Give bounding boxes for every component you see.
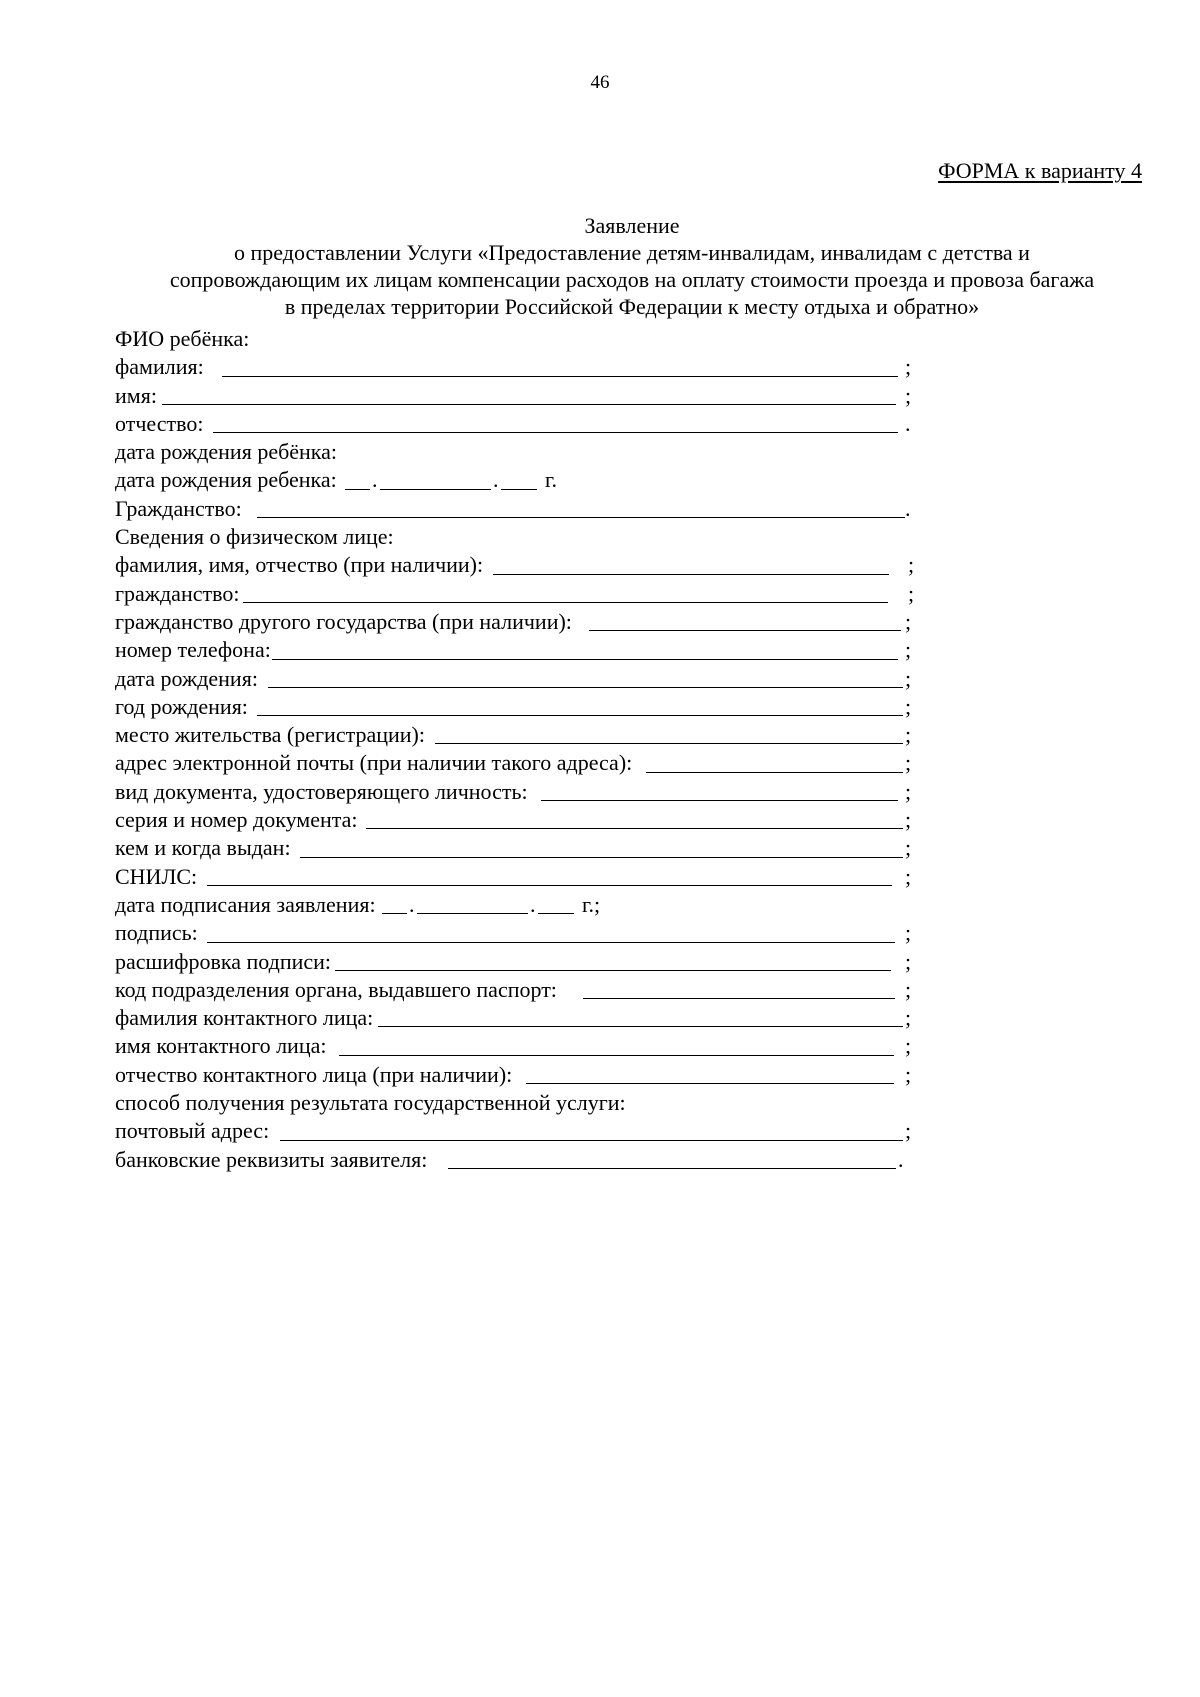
child-birth-year-field[interactable] (501, 489, 537, 490)
child-surname-row (115, 353, 1015, 381)
person-dept-code-row (115, 976, 1015, 1004)
person-citizenship-label: гражданство: (115, 580, 240, 606)
person-email-punct: ; (905, 750, 912, 776)
person-bank-details-label: банковские реквизиты заявителя: (115, 1146, 428, 1172)
child-name-row (115, 382, 1015, 410)
person-birth-date-punct: ; (905, 665, 912, 691)
child-patronymic-punct: . (905, 410, 911, 436)
person-other-citizenship-field[interactable] (589, 630, 901, 631)
person-other-citizenship-punct: ; (905, 608, 912, 634)
person-birth-date-label: дата рождения: (115, 665, 258, 691)
person-doc-number-punct: ; (905, 807, 912, 833)
person-doc-number-field[interactable] (366, 828, 903, 829)
person-issued-by-label: кем и когда выдан: (115, 835, 291, 861)
person-snils-punct: ; (905, 863, 912, 889)
person-full-name-row (115, 551, 1015, 579)
person-contact-patronymic-punct: ; (905, 1061, 912, 1087)
child-name-label: имя: (115, 382, 157, 408)
child-fio-header-row (115, 325, 1015, 353)
child-surname-punct: ; (905, 354, 912, 380)
child-citizenship-field[interactable] (257, 517, 905, 518)
person-snils-label: СНИЛС: (115, 863, 198, 889)
person-sign-date-label: дата подписания заявления: (115, 891, 376, 917)
person-contact-name-punct: ; (905, 1033, 912, 1059)
person-residence-row (115, 721, 1015, 749)
person-signature-punct: ; (905, 920, 912, 946)
person-contact-surname-label: фамилия контактного лица: (115, 1005, 374, 1031)
person-phone-punct: ; (905, 637, 912, 663)
person-birth-year-row (115, 693, 1015, 721)
person-contact-name-field[interactable] (339, 1055, 894, 1056)
person-birth-year-punct: ; (905, 693, 912, 719)
person-id-doc-row (115, 778, 1015, 806)
child-citizenship-row (115, 495, 1015, 523)
person-bank-details-punct: . (898, 1146, 904, 1172)
person-contact-surname-field[interactable] (378, 1026, 903, 1027)
child-surname-label: фамилия: (115, 354, 204, 380)
person-email-field[interactable] (646, 772, 903, 773)
person-contact-surname-punct: ; (905, 1005, 912, 1031)
person-sign-dot-2: . (530, 891, 536, 917)
child-patronymic-field[interactable] (213, 432, 898, 433)
person-signature-row (115, 919, 1015, 947)
person-contact-surname-row (115, 1004, 1015, 1032)
person-phone-field[interactable] (272, 659, 898, 660)
person-dept-code-field[interactable] (583, 998, 895, 999)
person-dept-code-label: код подразделения органа, выдавшего паспорт: (115, 976, 557, 1002)
person-full-name-field[interactable] (493, 574, 889, 575)
person-residence-punct: ; (905, 722, 912, 748)
person-residence-label: место жительства (регистрации): (115, 722, 425, 748)
document-title (0, 212, 1200, 320)
person-birth-year-field[interactable] (257, 715, 903, 716)
person-postal-address-field[interactable] (280, 1140, 903, 1141)
person-email-label: адрес электронной почты (при наличии такого адреса): (115, 750, 633, 776)
person-email-row (115, 749, 1015, 777)
child-patronymic-row (115, 410, 1015, 438)
title-line-1: Заявление (584, 213, 680, 238)
child-surname-field[interactable] (222, 376, 898, 377)
person-signature-decode-punct: ; (905, 948, 912, 974)
title-line-4: в пределах территории Российской Федерации к месту отдыха и обратно» (284, 294, 980, 319)
person-sign-day-field[interactable] (382, 913, 407, 914)
person-postal-address-row (115, 1117, 1015, 1145)
person-birth-date-row (115, 665, 1015, 693)
form-label: ФОРМА к варианту 4 (938, 158, 1142, 183)
person-phone-row (115, 636, 1015, 664)
child-birth-header-row (115, 438, 1015, 466)
person-contact-name-label: имя контактного лица: (115, 1033, 327, 1059)
person-snils-row (115, 863, 1015, 891)
title-line-2: о предоставлении Услуги «Предоставление детям-инвалидам, инвалидам с детства и (234, 240, 1030, 265)
person-id-doc-punct: ; (905, 778, 912, 804)
person-sign-month-field[interactable] (417, 913, 528, 914)
person-full-name-punct: ; (908, 552, 915, 578)
person-citizenship-field[interactable] (243, 602, 888, 603)
person-other-citizenship-row (115, 608, 1015, 636)
person-signature-decode-label: расшифровка подписи: (115, 948, 332, 974)
child-birth-dot-2: . (493, 467, 499, 493)
person-birth-date-field[interactable] (268, 687, 903, 688)
person-issued-by-row (115, 834, 1015, 862)
person-id-doc-label: вид документа, удостоверяющего личность: (115, 778, 528, 804)
person-signature-decode-field[interactable] (335, 970, 891, 971)
child-birth-dot-1: . (372, 467, 378, 493)
child-name-punct: ; (905, 382, 912, 408)
person-bank-details-row (115, 1146, 1015, 1174)
child-birth-year-suffix: г. (545, 467, 558, 493)
child-patronymic-label: отчество: (115, 410, 204, 436)
child-fio-header: ФИО ребёнка: (115, 326, 250, 351)
person-id-doc-field[interactable] (541, 800, 898, 801)
person-header-row (115, 523, 1015, 551)
person-issued-by-field[interactable] (300, 857, 903, 858)
person-sign-date-row (115, 891, 1015, 919)
person-contact-patronymic-label: отчество контактного лица (при наличии): (115, 1061, 513, 1087)
child-birth-month-field[interactable] (380, 489, 491, 490)
person-header: Сведения о физическом лице: (115, 524, 394, 550)
person-dept-code-punct: ; (905, 976, 912, 1002)
person-postal-address-punct: ; (905, 1118, 912, 1144)
person-sign-year-field[interactable] (538, 913, 574, 914)
child-birth-header: дата рождения ребёнка: (115, 439, 338, 465)
person-issued-by-punct: ; (905, 835, 912, 861)
person-signature-label: подпись: (115, 920, 198, 946)
person-citizenship-row (115, 580, 1015, 608)
person-sign-date-suffix: г.; (582, 891, 601, 917)
person-signature-decode-row (115, 948, 1015, 976)
person-full-name-label: фамилия, имя, отчество (при наличии): (115, 552, 484, 578)
application-fields (115, 325, 1015, 1174)
child-birth-date-row (115, 466, 1015, 494)
person-phone-label: номер телефона: (115, 637, 271, 663)
child-birth-date-label: дата рождения ребенка: (115, 467, 337, 493)
person-sign-dot-1: . (409, 891, 415, 917)
person-residence-field[interactable] (435, 743, 903, 744)
person-result-method-label: способ получения результата государственной услуги: (115, 1090, 626, 1116)
child-birth-day-field[interactable] (345, 489, 370, 490)
page-number: 46 (590, 72, 610, 93)
person-doc-number-label: серия и номер документа: (115, 807, 358, 833)
child-name-field[interactable] (162, 404, 896, 405)
person-result-method-row (115, 1089, 1015, 1117)
person-bank-details-field[interactable] (448, 1168, 896, 1169)
person-other-citizenship-label: гражданство другого государства (при наличии): (115, 608, 572, 634)
person-contact-name-row (115, 1032, 1015, 1060)
person-contact-patronymic-field[interactable] (526, 1083, 894, 1084)
title-line-3: сопровождающим их лицам компенсации расходов на оплату стоимости проезда и провоза багажа (169, 267, 1095, 292)
person-contact-patronymic-row (115, 1061, 1015, 1089)
person-doc-number-row (115, 806, 1015, 834)
child-citizenship-label: Гражданство: (115, 495, 242, 521)
person-postal-address-label: почтовый адрес: (115, 1118, 270, 1144)
child-citizenship-punct: . (905, 495, 911, 521)
person-signature-field[interactable] (207, 942, 895, 943)
person-snils-field[interactable] (207, 885, 892, 886)
person-birth-year-label: год рождения: (115, 693, 248, 719)
person-citizenship-punct: ; (908, 580, 915, 606)
